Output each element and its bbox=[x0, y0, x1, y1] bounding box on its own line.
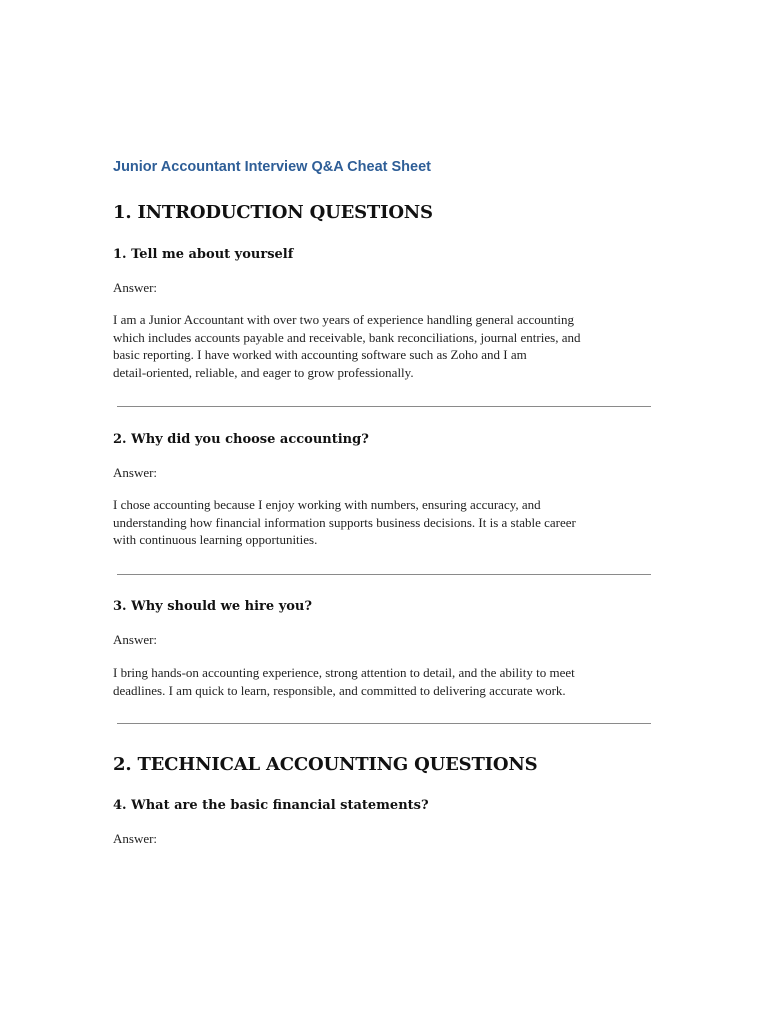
section-heading-introduction: 1. INTRODUCTION QUESTIONS bbox=[113, 202, 433, 223]
answer-text-1 bbox=[113, 311, 653, 381]
answer-label: Answer: bbox=[113, 831, 158, 846]
divider-rule bbox=[117, 406, 651, 407]
section-heading-technical: 2. TECHNICAL ACCOUNTING QUESTIONS bbox=[113, 754, 538, 775]
answer-line: I am a Junior Accountant with over two years of experience handling general accounting bbox=[113, 312, 574, 327]
divider-rule bbox=[117, 574, 651, 575]
divider-rule bbox=[117, 723, 651, 724]
answer-label: Answer: bbox=[113, 632, 158, 647]
question-2: 2. Why did you choose accounting? bbox=[113, 432, 369, 447]
answer-line: understanding how financial information supports business decisions. It is a stable career bbox=[113, 514, 576, 530]
answer-line: which includes accounts payable and receivable, bank reconciliations, journal entries, and bbox=[113, 329, 581, 345]
answer-line: with continuous learning opportunities. bbox=[113, 532, 318, 548]
answer-line: deadlines. I am quick to learn, responsible, and committed to delivering accurate work. bbox=[113, 682, 566, 698]
answer-text-3 bbox=[113, 664, 653, 699]
question-1: 1. Tell me about yourself bbox=[113, 247, 294, 262]
answer-text-2 bbox=[113, 496, 653, 549]
answer-line: basic reporting. I have worked with accounting software such as Zoho and I am bbox=[113, 347, 527, 363]
answer-label: Answer: bbox=[113, 280, 158, 295]
answer-line: I chose accounting because I enjoy working with numbers, ensuring accuracy, and bbox=[113, 497, 541, 512]
answer-label: Answer: bbox=[113, 465, 158, 480]
question-4: 4. What are the basic financial statements? bbox=[113, 798, 429, 813]
answer-line: I bring hands-on accounting experience, strong attention to detail, and the ability to meet bbox=[113, 665, 575, 680]
document-title: Junior Accountant Interview Q&A Cheat Sheet bbox=[113, 159, 431, 175]
question-3: 3. Why should we hire you? bbox=[113, 599, 312, 614]
answer-line: detail-oriented, reliable, and eager to grow professionally. bbox=[113, 364, 414, 380]
